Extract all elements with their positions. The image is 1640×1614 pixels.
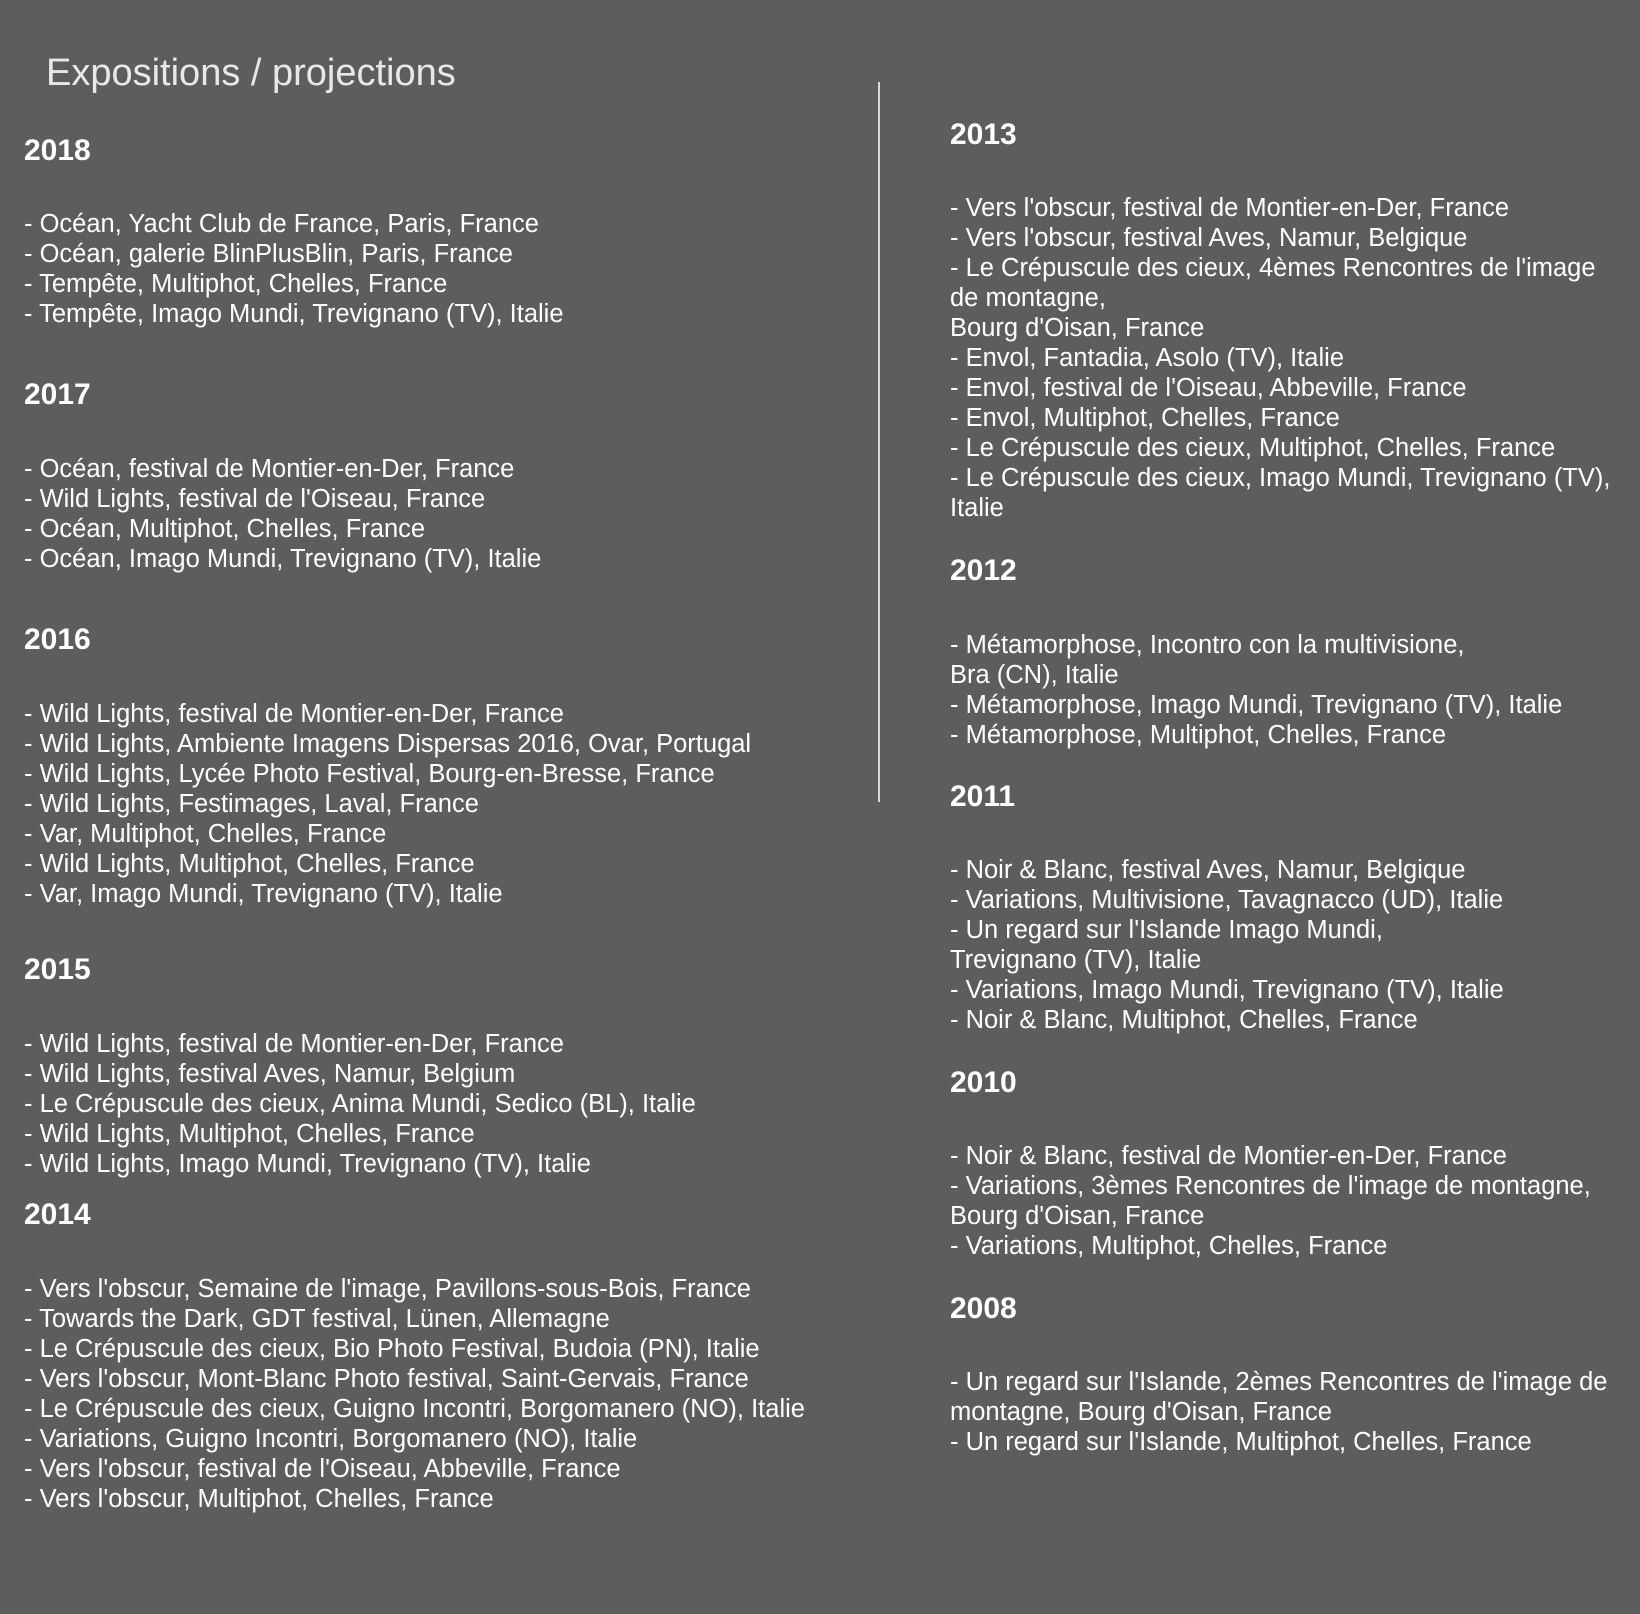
entry-line: - Vers l'obscur, Multiphot, Chelles, France	[24, 1485, 494, 1513]
exhibition-entry	[24, 879, 751, 909]
exhibition-entry	[24, 239, 564, 269]
exhibition-entry	[950, 915, 1504, 975]
exhibition-entry	[24, 699, 751, 729]
entry-line: - Variations, Imago Mundi, Trevignano (TV), Italie	[950, 976, 1504, 1004]
exhibition-entry	[24, 1119, 696, 1149]
exhibition-entry	[24, 1274, 805, 1304]
exhibition-entry	[24, 1454, 805, 1484]
year-heading: 2015	[24, 953, 91, 986]
exhibition-entry	[950, 433, 1610, 463]
year-heading: 2010	[950, 1066, 1017, 1099]
exhibition-entry	[950, 343, 1610, 373]
exhibition-entry	[950, 1367, 1607, 1427]
exhibition-entry	[950, 1005, 1504, 1035]
entry-line: - Var, Multiphot, Chelles, France	[24, 820, 387, 848]
entry-line: - Var, Imago Mundi, Trevignano (TV), Italie	[24, 880, 503, 908]
entry-line: - Wild Lights, festival de l'Oiseau, France	[24, 485, 486, 513]
entry-line: - Wild Lights, festival de Montier-en-Der, France	[24, 1030, 564, 1058]
year-heading: 2017	[24, 378, 91, 411]
entry-line: - Le Crépuscule des cieux, Bio Photo Festival, Budoia (PN), Italie	[24, 1335, 760, 1363]
exhibition-entry	[24, 1484, 805, 1514]
entry-line: - Wild Lights, Ambiente Imagens Dispersas 2016, Ovar, Portugal	[24, 730, 752, 758]
entry-line: - Le Crépuscule des cieux, Multiphot, Chelles, France	[950, 434, 1556, 462]
year-entries-list	[950, 630, 1562, 750]
exhibition-entry	[950, 373, 1610, 403]
entry-line: Bra (CN), Italie	[950, 661, 1119, 689]
entry-line: - Le Crépuscule des cieux, Anima Mundi, Sedico (BL), Italie	[24, 1090, 696, 1118]
exhibition-entry	[950, 855, 1504, 885]
entry-line: - Vers l'obscur, Mont-Blanc Photo festival, Saint-Gervais, France	[24, 1365, 749, 1393]
exhibition-entry	[24, 1364, 805, 1394]
entry-line: - Wild Lights, Lycée Photo Festival, Bourg-en-Bresse, France	[24, 760, 715, 788]
year-entries-list	[24, 454, 541, 574]
exhibition-entry	[24, 209, 564, 239]
entry-line: - Océan, galerie BlinPlusBlin, Paris, France	[24, 240, 513, 268]
entry-line: - Wild Lights, festival de Montier-en-Der, France	[24, 700, 564, 728]
exhibition-entry	[24, 789, 751, 819]
exhibition-entry	[24, 269, 564, 299]
year-entries-list	[24, 209, 564, 329]
entry-line: - Envol, Multiphot, Chelles, France	[950, 404, 1340, 432]
entry-line: - Variations, 3èmes Rencontres de l'image de montagne,	[950, 1172, 1591, 1200]
exhibition-entry	[24, 729, 751, 759]
entry-line: - Tempête, Multiphot, Chelles, France	[24, 270, 448, 298]
exhibition-entry	[950, 253, 1610, 343]
entry-line: - Wild Lights, Festimages, Laval, France	[24, 790, 479, 818]
entry-line: de montagne,	[950, 284, 1106, 312]
exhibition-entry	[24, 1424, 805, 1454]
exhibition-entry	[24, 454, 541, 484]
entry-line: Bourg d'Oisan, France	[950, 314, 1205, 342]
entry-line: - Océan, Multiphot, Chelles, France	[24, 515, 426, 543]
year-entries-list	[950, 193, 1610, 523]
exhibition-entry	[24, 759, 751, 789]
entry-line: Bourg d'Oisan, France	[950, 1202, 1205, 1230]
year-heading: 2008	[950, 1292, 1017, 1325]
exhibition-entry	[950, 1231, 1591, 1261]
entry-line: - Variations, Multiphot, Chelles, France	[950, 1232, 1388, 1260]
entry-line: - Le Crépuscule des cieux, Imago Mundi, Trevignano (TV),	[950, 464, 1611, 492]
year-entries-list	[950, 1141, 1591, 1261]
entry-line: - Un regard sur l'Islande, 2èmes Rencontres de l'image de	[950, 1368, 1608, 1396]
exhibition-entry	[24, 1304, 805, 1334]
exhibition-entry	[950, 463, 1610, 523]
entry-line: - Tempête, Imago Mundi, Trevignano (TV), Italie	[24, 300, 564, 328]
column-divider	[878, 82, 880, 802]
year-entries-list	[950, 855, 1504, 1035]
entry-line: - Le Crépuscule des cieux, Guigno Incontri, Borgomanero (NO), Italie	[24, 1395, 805, 1423]
entry-line: - Métamorphose, Imago Mundi, Trevignano (TV), Italie	[950, 691, 1563, 719]
entry-line: - Océan, Yacht Club de France, Paris, France	[24, 210, 539, 238]
exhibition-entry	[24, 1334, 805, 1364]
year-heading: 2014	[24, 1198, 91, 1231]
exhibition-entry	[950, 975, 1504, 1005]
entry-line: - Vers l'obscur, Semaine de l'image, Pavillons-sous-Bois, France	[24, 1275, 751, 1303]
entry-line: - Océan, Imago Mundi, Trevignano (TV), Italie	[24, 545, 542, 573]
exhibition-entry	[950, 223, 1610, 253]
entry-line: - Noir & Blanc, festival de Montier-en-Der, France	[950, 1142, 1507, 1170]
entry-line: - Un regard sur l'Islande, Multiphot, Chelles, France	[950, 1428, 1532, 1456]
exhibition-entry	[24, 1089, 696, 1119]
exhibition-entry	[950, 1171, 1591, 1231]
exhibition-entry	[950, 885, 1504, 915]
entry-line: - Vers l'obscur, festival de l'Oiseau, Abbeville, France	[24, 1455, 621, 1483]
exhibition-entry	[24, 514, 541, 544]
exhibition-entry	[950, 690, 1562, 720]
exhibition-entry	[24, 299, 564, 329]
year-entries-list	[950, 1367, 1607, 1457]
entry-line: Trevignano (TV), Italie	[950, 946, 1202, 974]
exhibition-entry	[24, 819, 751, 849]
entry-line: - Wild Lights, Imago Mundi, Trevignano (TV), Italie	[24, 1150, 591, 1178]
entry-line: - Wild Lights, Multiphot, Chelles, France	[24, 850, 475, 878]
entry-line: - Métamorphose, Incontro con la multivisione,	[950, 631, 1465, 659]
year-heading: 2012	[950, 554, 1017, 587]
exhibition-entry	[950, 193, 1610, 223]
entry-line: - Noir & Blanc, festival Aves, Namur, Belgique	[950, 856, 1466, 884]
entry-line: - Envol, Fantadia, Asolo (TV), Italie	[950, 344, 1345, 372]
exhibition-entry	[24, 1059, 696, 1089]
exhibition-entry	[950, 720, 1562, 750]
year-heading: 2016	[24, 623, 91, 656]
page-title: Expositions / projections	[46, 52, 456, 94]
exhibition-entry	[950, 1427, 1607, 1457]
exhibition-entry	[950, 630, 1562, 690]
exhibition-entry	[24, 1394, 805, 1424]
exhibition-entry	[950, 1141, 1591, 1171]
entry-line: - Wild Lights, Multiphot, Chelles, France	[24, 1120, 475, 1148]
exhibition-entry	[24, 1149, 696, 1179]
entry-line: - Un regard sur l'Islande Imago Mundi,	[950, 916, 1383, 944]
entry-line: - Variations, Multivisione, Tavagnacco (UD), Italie	[950, 886, 1504, 914]
entry-line: - Vers l'obscur, festival Aves, Namur, Belgique	[950, 224, 1468, 252]
entry-line: Italie	[950, 494, 1004, 522]
year-heading: 2011	[950, 780, 1016, 813]
year-heading: 2018	[24, 134, 91, 167]
entry-line: - Towards the Dark, GDT festival, Lünen, Allemagne	[24, 1305, 610, 1333]
year-entries-list	[24, 1029, 696, 1179]
entry-line: montagne, Bourg d'Oisan, France	[950, 1398, 1332, 1426]
year-entries-list	[24, 699, 751, 909]
exhibition-entry	[24, 484, 541, 514]
entry-line: - Noir & Blanc, Multiphot, Chelles, France	[950, 1006, 1418, 1034]
exhibition-entry	[950, 403, 1610, 433]
year-heading: 2013	[950, 118, 1017, 151]
entry-line: - Vers l'obscur, festival de Montier-en-Der, France	[950, 194, 1510, 222]
entry-line: - Métamorphose, Multiphot, Chelles, France	[950, 721, 1447, 749]
entry-line: - Le Crépuscule des cieux, 4èmes Rencontres de l'image	[950, 254, 1596, 282]
exhibition-entry	[24, 849, 751, 879]
entry-line: - Wild Lights, festival Aves, Namur, Belgium	[24, 1060, 516, 1088]
exhibition-entry	[24, 1029, 696, 1059]
entry-line: - Océan, festival de Montier-en-Der, France	[24, 455, 515, 483]
year-entries-list	[24, 1274, 805, 1514]
entry-line: - Variations, Guigno Incontri, Borgomanero (NO), Italie	[24, 1425, 638, 1453]
entry-line: - Envol, festival de l'Oiseau, Abbeville, France	[950, 374, 1467, 402]
exhibition-entry	[24, 544, 541, 574]
